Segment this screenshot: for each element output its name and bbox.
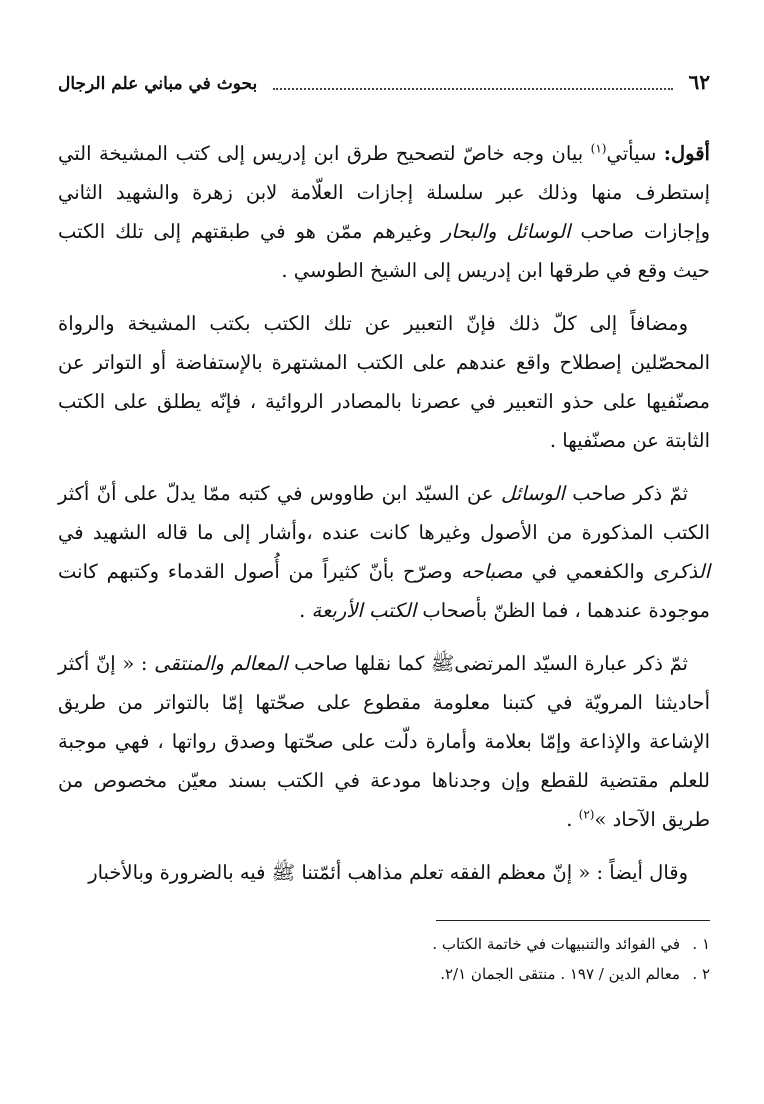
- paragraph-3-text-2: عن السيّد ابن طاووس في كتبه ممّا يدلّ على أنّ أكثر الكتب المذكورة من الأصول وغيرها كانت عنده ،وأشار إلى ما قاله الشهيد في: [58, 482, 710, 544]
- book-page: [58, 70, 710, 1050]
- footnote-1: [58, 929, 710, 959]
- footnote-1-number: ١ .: [692, 935, 710, 953]
- paragraph-4-text-3: : « إنّ أكثر أحاديثنا المرويّة في كتبنا معلومة مقطوع على صحّتها إمّا بالتواتر من طريق الإشاعة والإذاعة وإمّا بعلامة وأمارة دلّت على صحّتها وصدق رواتها ، فهي موجبة للعلم مقتضية للقطع وإن وجدناها مودعة في الكتب بسند معيّن مخصوص من طريق الآحاد »: [58, 652, 710, 831]
- running-title: بحوث في مباني علم الرجال: [58, 74, 258, 94]
- book-title-wasail: الوسائل: [500, 482, 565, 505]
- paragraph-1: [58, 134, 710, 290]
- paragraph-4-text-4: .: [566, 808, 579, 831]
- paragraph-5: وقال أيضاً : « إنّ معظم الفقه تعلم مذاهب أئمّتنا ﷺ فيه بالضرورة وبالأخبار: [88, 861, 688, 884]
- book-title-misbah: مصباحه: [461, 560, 523, 583]
- dotted-leader: [273, 88, 672, 90]
- paragraph-1-text-1: سيأتي: [606, 142, 664, 165]
- paragraph-1-text-2: بيان وجه خاصّ لتصحيح طرق ابن إدريس إلى كتب المشيخة التي إستطرف منها وذلك عبر سلسلة إجازات العلّامة لابن زهرة والشهيد الثاني وإجازات صاحب: [58, 142, 711, 243]
- footnote-2-text: معالم الدين / ١٩٧ . منتقى الجمان ٢/١.: [440, 965, 680, 983]
- page-header: [58, 70, 710, 114]
- honorific-glyph: ﷺ: [430, 652, 455, 675]
- paragraph-4-text-2: كما نقلها صاحب: [287, 652, 431, 675]
- paragraph-3-text-5: .: [299, 599, 312, 622]
- book-title-four-books: الكتب الأربعة: [311, 599, 417, 622]
- book-title-dhikra: الذكرى: [653, 560, 710, 583]
- book-title-wasail-bihar: الوسائل والبحار: [441, 220, 571, 243]
- book-title-maalim-muntaqa: المعالم والمنتقى: [154, 652, 288, 675]
- footnote-ref-1[interactable]: (١): [590, 141, 607, 156]
- footnote-ref-2[interactable]: (٢): [578, 807, 595, 822]
- footnote-2-number: ٢ .: [692, 965, 710, 983]
- footnote-2: [58, 959, 710, 989]
- paragraph-1-lead: أقول:: [663, 142, 710, 165]
- paragraph-4: [58, 644, 710, 839]
- paragraph-1-text-3: وغيرهم ممّن هو في طبقتهم إلى تلك الكتب حيث وقع في طرقها ابن إدريس إلى الشيخ الطوسي .: [58, 220, 710, 282]
- body-text: [58, 134, 710, 892]
- footnote-divider: [436, 920, 710, 921]
- page-number: ٦٢: [688, 70, 710, 94]
- paragraph-3-text-3: والكفعمي في: [522, 560, 654, 583]
- footnote-1-text: في الفوائد والتنبيهات في خاتمة الكتاب .: [432, 935, 680, 953]
- paragraph-2: ومضافاً إلى كلّ ذلك فإنّ التعبير عن تلك الكتب بكتب المشيخة والرواة المحصّلين إصطلاح واقع عندهم على الكتب المشتهرة بالإستفاضة أو التواتر عن مصنّفيها على حذو التعبير في عصرنا بالمصادر الروائية ، فإنّه يطلق على الكتب الثابتة عن مصنّفيها .: [58, 312, 710, 452]
- paragraph-3: [58, 474, 710, 630]
- paragraph-3-text-4: وصرّح بأنّ كثيراً من أُصول القدماء وكتبهم كانت موجودة عندهما ، فما الظنّ بأصحاب: [58, 560, 710, 622]
- paragraph-3-text-1: ثمّ ذكر صاحب: [564, 482, 688, 505]
- footnotes: [58, 929, 710, 989]
- paragraph-4-text-1: ثمّ ذكر عبارة السيّد المرتضى: [454, 652, 688, 675]
